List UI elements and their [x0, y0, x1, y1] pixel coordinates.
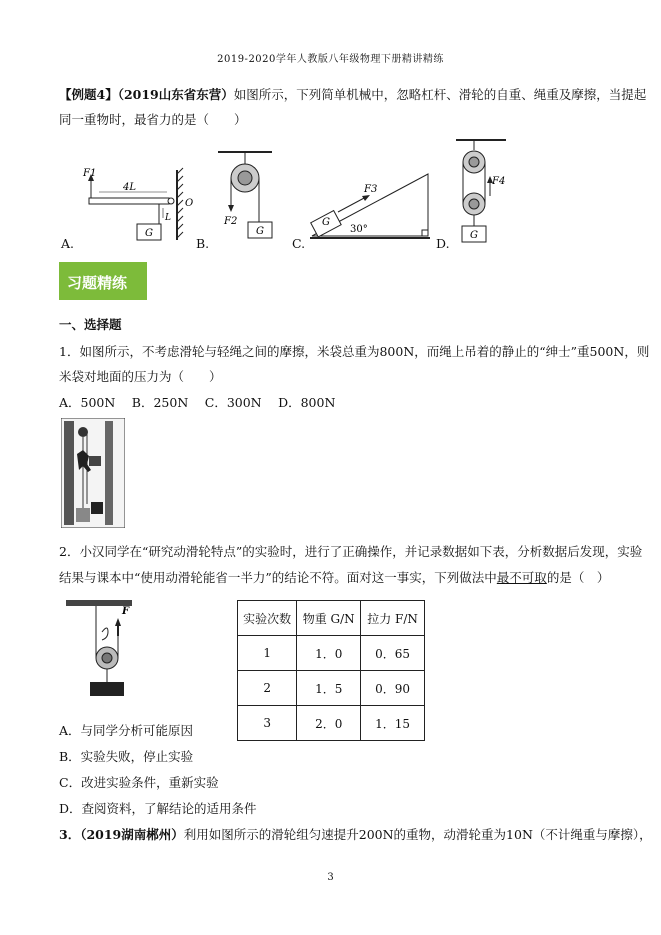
q1-line-2: 米袋对地面的压力为（ ） [59, 369, 222, 384]
label-angle: 30° [350, 224, 368, 235]
q2-line-1: 2．小汉同学在“研究动滑轮特点”的实验时，进行了正确操作，并记录数据如下表，分析数据后发现，实验 [59, 544, 643, 559]
page-header: 2019-2020学年人教版八年级物理下册精讲精练 [217, 54, 444, 65]
table-cell: 1．0 [297, 636, 361, 671]
table-row [238, 636, 425, 671]
figure-a-lever [59, 160, 199, 250]
example-source: （2019山东省东营） [117, 87, 234, 102]
table-header: 实验次数 [238, 601, 297, 636]
label-f2: F2 [224, 216, 238, 227]
table-cell: 1 [238, 636, 297, 671]
option-c: C. [292, 236, 306, 251]
q3-text: 利用如图所示的滑轮组匀速提升200N的重物，动滑轮重为10N（不计绳重与摩擦）， [183, 827, 652, 842]
example-text-1: 如图所示，下列简单机械中，忽略杠杆、滑轮的自重、绳重及摩擦，当提起 [233, 87, 647, 102]
page-number: 3 [327, 872, 334, 883]
example-line-1 [59, 86, 646, 104]
label-g-c: G [322, 217, 330, 228]
option-b: B. [196, 236, 210, 251]
q2-option-c: C．改进实验条件，重新实验 [59, 775, 219, 790]
q1-photo [61, 418, 125, 528]
example-tag: 【例题4】 [59, 87, 118, 102]
label-o: O [185, 198, 194, 209]
table-cell: 1．15 [361, 706, 425, 741]
q2-option-b: B．实验失败，停止实验 [59, 749, 194, 764]
figure-c-incline [306, 170, 436, 245]
table-header-row [238, 601, 425, 636]
q2-line-2 [59, 569, 609, 587]
label-g-a: G [145, 228, 153, 239]
section-banner [59, 262, 147, 300]
table-header: 物重 G/N [297, 601, 361, 636]
q2-figure-movable-pulley [62, 596, 138, 704]
q2-option-a: A．与同学分析可能原因 [59, 723, 194, 738]
example-text-2: 同一重物时，最省力的是（ ） [59, 112, 247, 127]
table-row [238, 671, 425, 706]
table-row [238, 706, 425, 741]
figure-b-pulley [212, 146, 282, 246]
q2-line-2b: 的是（ ） [546, 570, 610, 585]
q3-source: （2019湖南郴州） [80, 827, 184, 842]
q2-option-d: D．查阅资料，了解结论的适用条件 [59, 801, 257, 816]
table-cell: 0．90 [361, 671, 425, 706]
q2-data-table [237, 600, 425, 741]
label-l: L [165, 213, 171, 223]
table-cell: 3 [238, 706, 297, 741]
q1-line-1: 1．如图所示，不考虑滑轮与轻绳之间的摩擦，米袋总重为800N，而绳上吊着的静止的“绅士”重500N，则 [59, 344, 650, 359]
section-title: 一、选择题 [59, 317, 122, 332]
label-g-b: G [256, 226, 264, 237]
figure-d-pulley-block [452, 136, 512, 246]
label-f: F [122, 606, 130, 617]
table-cell: 1．5 [297, 671, 361, 706]
label-f4: F4 [492, 176, 506, 187]
q1-options: A．500N B．250N C．300N D．800N [59, 395, 336, 410]
q2-emphasis: 最不可取 [496, 570, 547, 585]
table-cell: 0．65 [361, 636, 425, 671]
table-header: 拉力 F/N [361, 601, 425, 636]
table-cell: 2．0 [297, 706, 361, 741]
q2-line-2a: 结果与课本中“使用动滑轮能省一半力”的结论不符。面对这一事实，下列做法中 [59, 570, 497, 585]
label-f3: F3 [364, 184, 378, 195]
label-4l: 4L [123, 182, 137, 193]
option-a: A. [61, 236, 75, 251]
section-banner-text: 习题精练 [67, 274, 128, 292]
q3-line-1 [59, 826, 652, 844]
q3-number: 3． [59, 827, 81, 842]
table-cell: 2 [238, 671, 297, 706]
label-g-d: G [470, 230, 478, 241]
option-d: D. [436, 236, 450, 251]
label-f1: F1 [83, 168, 97, 179]
